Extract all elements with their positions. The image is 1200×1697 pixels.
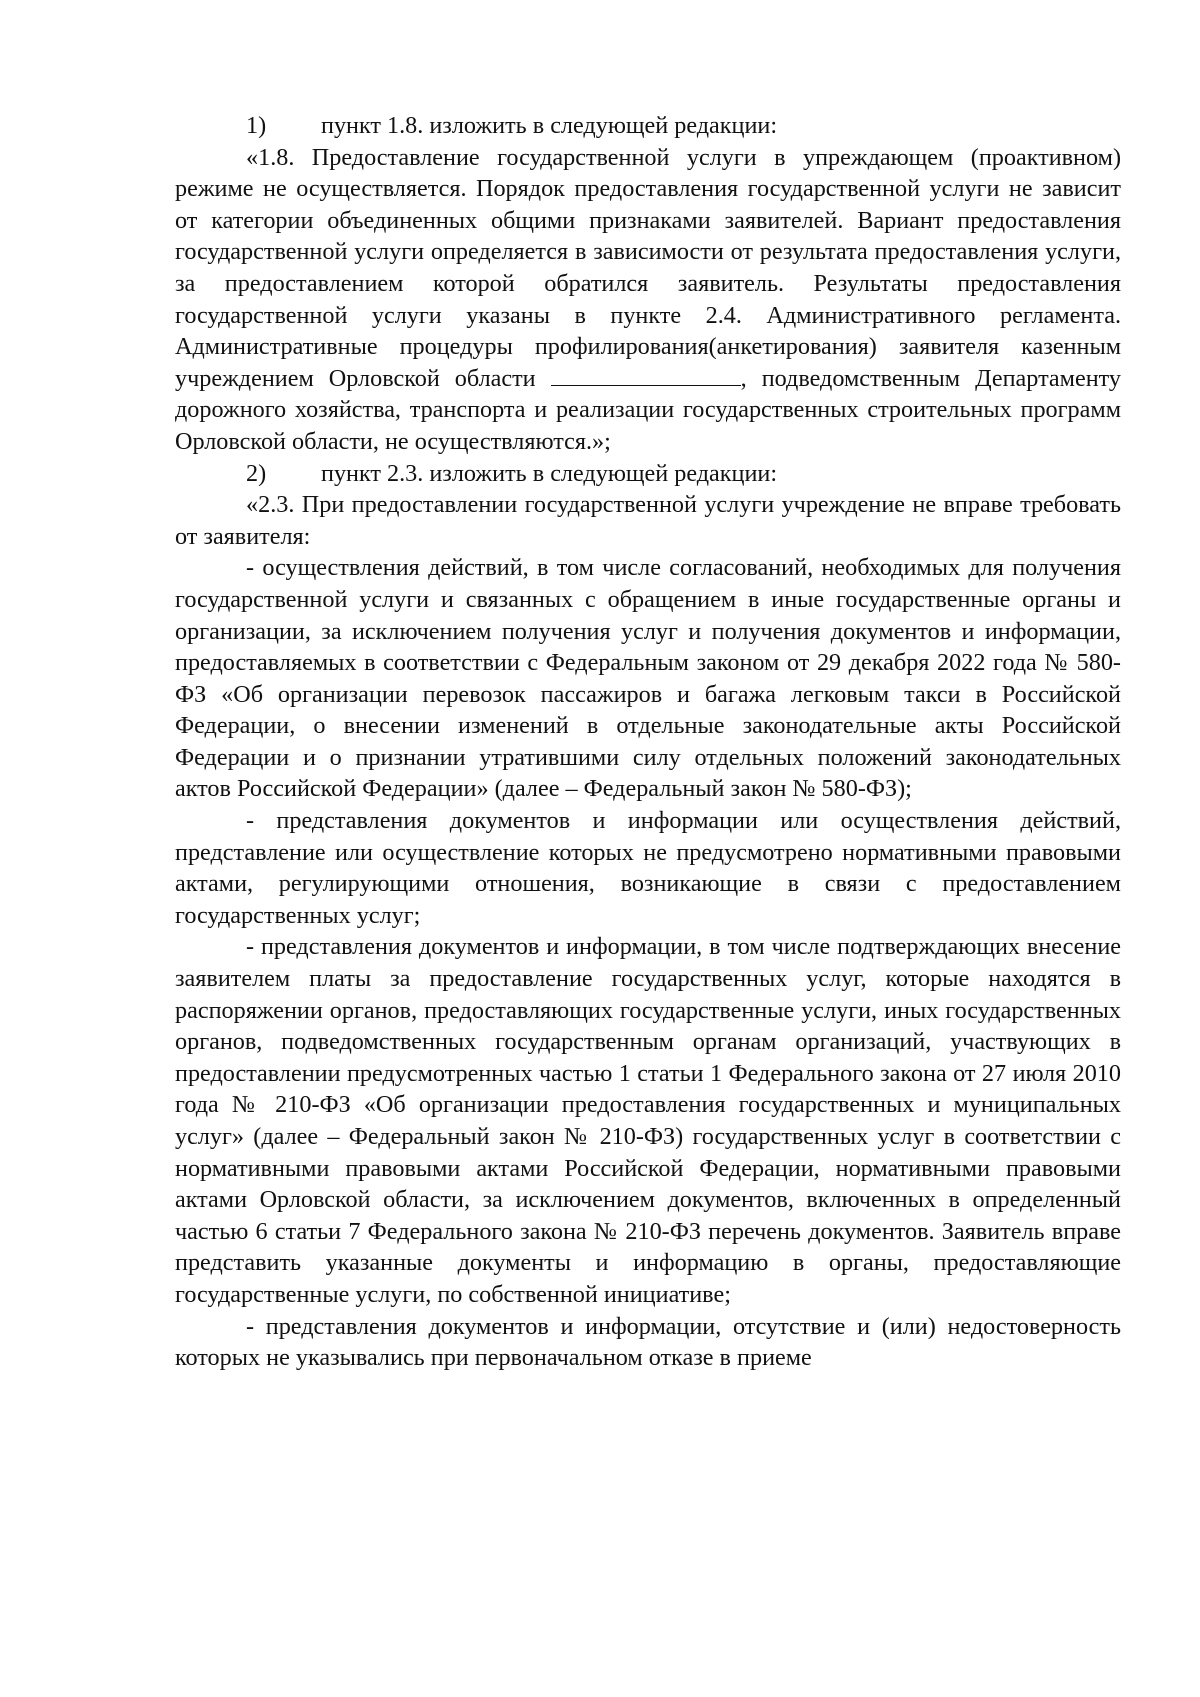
paragraph-text-continued: , подведомственным Департаменту дорожного хозяйства, транспорта и реализации государственных строительных программ Орловской области, не осуществляются.»; (175, 364, 1121, 455)
item-number: 2) (246, 459, 267, 487)
item-text: пункт 1.8. изложить в следующей редакции: (321, 112, 778, 139)
paragraph-2-3: «2.3. При предоставлении государственной услуги учреждение не вправе требовать от заявителя: (175, 491, 1121, 550)
bullet-paragraph-4: - представления документов и информации, отсутствие и (или) недостоверность которых не указывались при первоначальном отказе в приеме (175, 1312, 1121, 1372)
paragraph-text: «1.8. Предоставление государственной услуги в упреждающем (проактивном) режиме не осуществляется. Порядок предоставления государственной услуги не зависит от категории объединенных общими признаками заявителей. Вариант предоставления государственной услуги определяется в зависимости от результата предоставления услуги, за предоставлением которой обратился заявитель. Результаты предоставления государственной услуги указаны в пункте 2.4. Административного регламента. Административные процедуры профилирования(анкетирования) заявителя казенным учреждением Орловской области (175, 143, 1121, 392)
list-item-2 (175, 458, 1121, 490)
list-item-1 (175, 110, 1121, 142)
item-text: пункт 2.3. изложить в следующей редакции: (321, 459, 778, 487)
bullet-paragraph-3: - представления документов и информации, в том числе подтверждающих внесение заявителем платы за предоставление государственных услуг, которые находятся в распоряжении органов, предоставляющих государственные услуги, иных государственных органов, подведомственных государственным органам организаций, участвующих в предоставлении предусмотренных частью 1 статьи 1 Федерального закона от 27 июля 2010 года № 210-ФЗ «Об организации предоставления государственных и муниципальных услуг» (далее – Федеральный закон № 210-ФЗ) государственных услуг в соответствии с нормативными правовыми актами Российской Федерации, нормативными правовыми актами Орловской области, за исключением документов, включенных в определенный частью 6 статьи 7 Федерального закона № 210-ФЗ перечень документов. Заявитель вправе представить указанные документы и информацию в органы, предоставляющие государственные услуги, по собственной инициативе; (175, 933, 1121, 1308)
blank-fill-line (551, 365, 741, 386)
document-body (175, 110, 1121, 1374)
bullet-paragraph-1: - осуществления действий, в том числе согласований, необходимых для получения государственной услуги и связанных с обращением в иные государственные органы и организации, за исключением получения услуг и получения документов и информации, предоставляемых в соответствии с Федеральным законом от 29 декабря 2022 года № 580-ФЗ «Об организации перевозок пассажиров и багажа легковым такси в Российской Федерации, о внесении изменений в отдельные законодательные акты Российской Федерации и о признании утратившими силу отдельных положений законодательных актов Российской Федерации» (далее – Федеральный закон № 580-ФЗ); (175, 554, 1121, 803)
bullet-paragraph-2: - представления документов и информации или осуществления действий, представление или осуществление которых не предусмотрено нормативными правовыми актами, регулирующими отношения, возникающие в связи с предоставлением государственных услуг; (175, 807, 1121, 929)
item-number: 1) (246, 112, 267, 139)
paragraph-1-8 (175, 142, 1121, 458)
